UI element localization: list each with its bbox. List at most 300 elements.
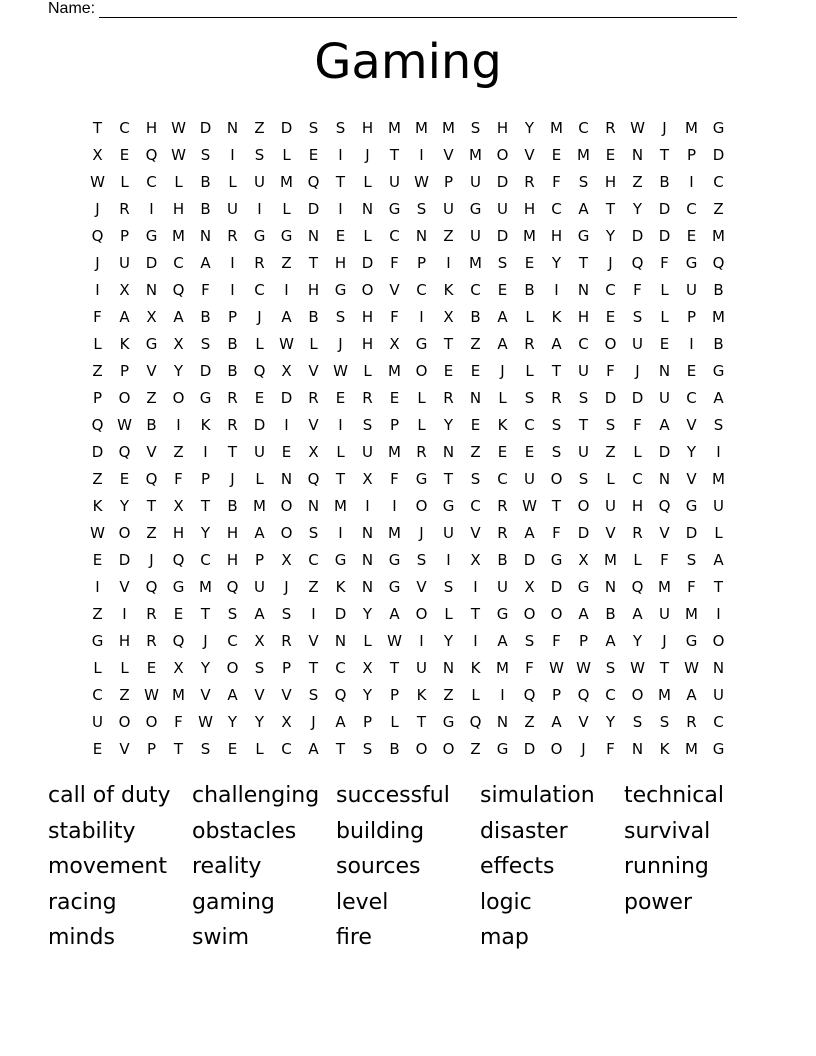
grid-letter[interactable]: S: [470, 118, 481, 137]
grid-letter[interactable]: R: [686, 712, 697, 731]
grid-letter[interactable]: M: [334, 496, 347, 515]
grid-letter[interactable]: N: [361, 523, 374, 542]
grid-letter[interactable]: L: [660, 280, 669, 299]
grid-letter[interactable]: E: [308, 145, 319, 164]
grid-letter[interactable]: A: [497, 631, 508, 650]
grid-letter[interactable]: J: [95, 199, 100, 218]
grid-letter[interactable]: L: [282, 145, 291, 164]
grid-letter[interactable]: N: [280, 469, 293, 488]
grid-letter[interactable]: K: [470, 658, 481, 677]
grid-letter[interactable]: X: [470, 550, 481, 569]
grid-letter[interactable]: I: [716, 604, 721, 623]
grid-letter[interactable]: R: [281, 631, 292, 650]
grid-letter[interactable]: X: [173, 334, 184, 353]
grid-letter[interactable]: K: [551, 307, 562, 326]
grid-letter[interactable]: E: [470, 361, 481, 380]
grid-letter[interactable]: A: [524, 523, 535, 542]
grid-letter[interactable]: D: [658, 442, 671, 461]
grid-letter[interactable]: G: [712, 361, 725, 380]
grid-letter[interactable]: C: [605, 280, 616, 299]
grid-letter[interactable]: O: [523, 604, 536, 623]
grid-letter[interactable]: D: [91, 442, 104, 461]
grid-letter[interactable]: R: [605, 118, 616, 137]
grid-letter[interactable]: U: [605, 496, 616, 515]
grid-letter[interactable]: P: [227, 307, 238, 326]
grid-letter[interactable]: M: [523, 226, 536, 245]
grid-letter[interactable]: Z: [470, 739, 481, 758]
grid-letter[interactable]: U: [659, 604, 670, 623]
grid-letter[interactable]: V: [200, 685, 211, 704]
grid-letter[interactable]: M: [685, 604, 698, 623]
grid-letter[interactable]: O: [118, 523, 131, 542]
grid-letter[interactable]: I: [338, 145, 343, 164]
grid-letter[interactable]: J: [284, 577, 289, 596]
grid-letter[interactable]: V: [389, 280, 400, 299]
grid-letter[interactable]: S: [362, 739, 373, 758]
grid-letter[interactable]: Z: [173, 442, 184, 461]
grid-letter[interactable]: A: [551, 712, 562, 731]
grid-letter[interactable]: E: [146, 658, 157, 677]
grid-letter[interactable]: C: [308, 550, 319, 569]
grid-letter[interactable]: M: [415, 118, 428, 137]
grid-letter[interactable]: B: [389, 739, 400, 758]
grid-letter[interactable]: L: [525, 307, 534, 326]
grid-letter[interactable]: J: [662, 118, 667, 137]
grid-letter[interactable]: G: [712, 118, 725, 137]
grid-letter[interactable]: U: [524, 469, 535, 488]
grid-letter[interactable]: R: [524, 172, 535, 191]
grid-letter[interactable]: H: [226, 523, 239, 542]
grid-letter[interactable]: W: [279, 334, 294, 353]
grid-letter[interactable]: C: [92, 685, 103, 704]
grid-letter[interactable]: T: [659, 658, 670, 677]
grid-letter[interactable]: J: [635, 361, 640, 380]
grid-letter[interactable]: A: [335, 712, 346, 731]
grid-letter[interactable]: W: [90, 523, 105, 542]
grid-letter[interactable]: D: [523, 550, 536, 569]
grid-letter[interactable]: P: [200, 469, 211, 488]
grid-letter[interactable]: N: [361, 199, 374, 218]
grid-letter[interactable]: Q: [226, 577, 239, 596]
grid-letter[interactable]: I: [473, 577, 478, 596]
grid-letter[interactable]: Q: [172, 550, 185, 569]
grid-letter[interactable]: X: [281, 712, 292, 731]
grid-letter[interactable]: C: [200, 550, 211, 569]
grid-letter[interactable]: G: [712, 739, 725, 758]
grid-letter[interactable]: T: [551, 361, 562, 380]
grid-letter[interactable]: A: [497, 307, 508, 326]
grid-letter[interactable]: V: [146, 442, 157, 461]
grid-letter[interactable]: E: [470, 415, 481, 434]
grid-letter[interactable]: Q: [253, 361, 266, 380]
grid-letter[interactable]: O: [415, 496, 428, 515]
grid-letter[interactable]: P: [551, 685, 562, 704]
grid-letter[interactable]: L: [363, 361, 372, 380]
grid-letter[interactable]: A: [389, 604, 400, 623]
grid-letter[interactable]: U: [227, 199, 238, 218]
grid-letter[interactable]: D: [631, 226, 644, 245]
grid-letter[interactable]: C: [146, 172, 157, 191]
grid-letter[interactable]: O: [118, 388, 131, 407]
grid-letter[interactable]: F: [552, 523, 561, 542]
grid-letter[interactable]: W: [171, 118, 186, 137]
grid-letter[interactable]: V: [524, 145, 535, 164]
grid-letter[interactable]: V: [578, 712, 589, 731]
grid-letter[interactable]: T: [389, 658, 400, 677]
grid-letter[interactable]: Q: [172, 631, 185, 650]
grid-letter[interactable]: W: [684, 658, 699, 677]
grid-letter[interactable]: U: [578, 442, 589, 461]
grid-letter[interactable]: M: [172, 685, 185, 704]
grid-letter[interactable]: G: [145, 226, 158, 245]
grid-letter[interactable]: B: [200, 172, 211, 191]
grid-letter[interactable]: P: [416, 253, 427, 272]
grid-letter[interactable]: H: [523, 199, 536, 218]
grid-letter[interactable]: V: [659, 523, 670, 542]
grid-letter[interactable]: L: [255, 469, 264, 488]
grid-letter[interactable]: I: [338, 199, 343, 218]
grid-letter[interactable]: Q: [577, 685, 590, 704]
grid-letter[interactable]: P: [119, 226, 130, 245]
grid-letter[interactable]: U: [686, 280, 697, 299]
grid-letter[interactable]: K: [119, 334, 130, 353]
grid-letter[interactable]: Z: [443, 685, 454, 704]
grid-letter[interactable]: A: [659, 415, 670, 434]
name-underline[interactable]: [99, 3, 737, 18]
grid-letter[interactable]: R: [227, 415, 238, 434]
grid-letter[interactable]: N: [199, 226, 212, 245]
grid-letter[interactable]: P: [389, 685, 400, 704]
grid-letter[interactable]: R: [227, 226, 238, 245]
grid-letter[interactable]: W: [198, 712, 213, 731]
grid-letter[interactable]: O: [631, 685, 644, 704]
grid-letter[interactable]: W: [90, 172, 105, 191]
grid-letter[interactable]: Q: [469, 712, 482, 731]
grid-letter[interactable]: T: [308, 253, 319, 272]
grid-letter[interactable]: Z: [308, 577, 319, 596]
grid-letter[interactable]: M: [469, 253, 482, 272]
grid-letter[interactable]: Q: [523, 685, 536, 704]
grid-letter[interactable]: S: [416, 199, 427, 218]
grid-letter[interactable]: A: [713, 550, 724, 569]
grid-letter[interactable]: M: [577, 145, 590, 164]
grid-letter[interactable]: M: [496, 658, 509, 677]
grid-letter[interactable]: C: [497, 469, 508, 488]
grid-letter[interactable]: S: [497, 253, 508, 272]
grid-letter[interactable]: S: [605, 658, 616, 677]
grid-letter[interactable]: N: [604, 577, 617, 596]
grid-letter[interactable]: A: [281, 307, 292, 326]
grid-letter[interactable]: O: [577, 496, 590, 515]
grid-letter[interactable]: L: [255, 334, 264, 353]
grid-letter[interactable]: U: [416, 658, 427, 677]
grid-letter[interactable]: N: [361, 577, 374, 596]
grid-letter[interactable]: L: [363, 226, 372, 245]
grid-letter[interactable]: O: [496, 145, 509, 164]
grid-letter[interactable]: Q: [91, 226, 104, 245]
grid-letter[interactable]: Z: [92, 361, 103, 380]
grid-letter[interactable]: R: [146, 604, 157, 623]
grid-letter[interactable]: G: [388, 550, 401, 569]
grid-letter[interactable]: S: [578, 469, 589, 488]
grid-letter[interactable]: L: [228, 172, 237, 191]
grid-letter[interactable]: O: [415, 739, 428, 758]
grid-letter[interactable]: D: [361, 253, 374, 272]
grid-letter[interactable]: S: [335, 307, 346, 326]
grid-letter[interactable]: M: [388, 523, 401, 542]
grid-letter[interactable]: S: [308, 523, 319, 542]
grid-letter[interactable]: T: [551, 496, 562, 515]
grid-letter[interactable]: Q: [712, 253, 725, 272]
grid-letter[interactable]: S: [605, 415, 616, 434]
grid-letter[interactable]: X: [281, 361, 292, 380]
grid-letter[interactable]: V: [605, 523, 616, 542]
grid-letter[interactable]: J: [500, 361, 505, 380]
grid-letter[interactable]: Z: [713, 199, 724, 218]
grid-letter[interactable]: T: [416, 712, 427, 731]
grid-letter[interactable]: F: [174, 469, 183, 488]
grid-letter[interactable]: Z: [146, 523, 157, 542]
grid-letter[interactable]: P: [146, 739, 157, 758]
grid-letter[interactable]: D: [712, 145, 725, 164]
grid-letter[interactable]: P: [92, 388, 103, 407]
grid-letter[interactable]: R: [551, 388, 562, 407]
grid-letter[interactable]: V: [146, 361, 157, 380]
grid-letter[interactable]: Q: [307, 469, 320, 488]
grid-letter[interactable]: J: [149, 550, 154, 569]
grid-letter[interactable]: M: [604, 550, 617, 569]
grid-letter[interactable]: A: [308, 739, 319, 758]
grid-letter[interactable]: W: [414, 172, 429, 191]
grid-letter[interactable]: I: [257, 199, 262, 218]
grid-letter[interactable]: N: [631, 145, 644, 164]
grid-letter[interactable]: A: [227, 685, 238, 704]
grid-letter[interactable]: L: [174, 172, 183, 191]
grid-letter[interactable]: Y: [551, 253, 562, 272]
grid-letter[interactable]: U: [659, 388, 670, 407]
grid-letter[interactable]: P: [578, 631, 589, 650]
grid-letter[interactable]: H: [118, 631, 131, 650]
grid-letter[interactable]: E: [524, 442, 535, 461]
grid-letter[interactable]: E: [335, 226, 346, 245]
grid-letter[interactable]: Q: [172, 280, 185, 299]
grid-letter[interactable]: Q: [307, 172, 320, 191]
grid-letter[interactable]: G: [550, 550, 563, 569]
grid-letter[interactable]: I: [284, 280, 289, 299]
grid-letter[interactable]: X: [254, 631, 265, 650]
grid-letter[interactable]: D: [523, 739, 536, 758]
grid-letter[interactable]: O: [550, 604, 563, 623]
grid-letter[interactable]: J: [581, 739, 586, 758]
grid-letter[interactable]: V: [470, 523, 481, 542]
grid-letter[interactable]: N: [442, 658, 455, 677]
grid-letter[interactable]: C: [254, 280, 265, 299]
grid-letter[interactable]: J: [230, 469, 235, 488]
grid-letter[interactable]: E: [173, 604, 184, 623]
grid-letter[interactable]: G: [334, 280, 347, 299]
grid-letter[interactable]: U: [443, 199, 454, 218]
grid-letter[interactable]: K: [92, 496, 103, 515]
grid-letter[interactable]: L: [120, 658, 129, 677]
grid-letter[interactable]: N: [226, 118, 239, 137]
grid-letter[interactable]: D: [577, 523, 590, 542]
grid-letter[interactable]: W: [630, 658, 645, 677]
grid-letter[interactable]: S: [632, 307, 643, 326]
grid-letter[interactable]: Y: [119, 496, 130, 515]
grid-letter[interactable]: V: [686, 469, 697, 488]
grid-letter[interactable]: F: [525, 658, 534, 677]
grid-letter[interactable]: B: [605, 604, 616, 623]
name-field[interactable]: [48, 0, 737, 18]
grid-letter[interactable]: S: [713, 415, 724, 434]
grid-letter[interactable]: F: [660, 253, 669, 272]
grid-letter[interactable]: X: [146, 307, 157, 326]
grid-letter[interactable]: S: [443, 577, 454, 596]
grid-letter[interactable]: Z: [524, 712, 535, 731]
grid-letter[interactable]: K: [200, 415, 211, 434]
grid-letter[interactable]: X: [173, 496, 184, 515]
grid-letter[interactable]: L: [633, 442, 642, 461]
grid-letter[interactable]: T: [335, 469, 346, 488]
grid-letter[interactable]: N: [442, 442, 455, 461]
grid-letter[interactable]: Y: [686, 442, 697, 461]
grid-letter[interactable]: L: [714, 523, 723, 542]
grid-letter[interactable]: S: [578, 388, 589, 407]
grid-letter[interactable]: F: [633, 280, 642, 299]
grid-letter[interactable]: L: [309, 334, 318, 353]
grid-letter[interactable]: N: [496, 712, 509, 731]
grid-letter[interactable]: Y: [173, 361, 184, 380]
grid-letter[interactable]: P: [443, 172, 454, 191]
grid-letter[interactable]: Y: [632, 631, 643, 650]
grid-letter[interactable]: G: [496, 739, 509, 758]
grid-letter[interactable]: D: [496, 226, 509, 245]
grid-letter[interactable]: T: [335, 739, 346, 758]
grid-letter[interactable]: T: [173, 739, 184, 758]
grid-letter[interactable]: W: [117, 415, 132, 434]
grid-letter[interactable]: I: [176, 415, 181, 434]
grid-letter[interactable]: M: [199, 577, 212, 596]
grid-letter[interactable]: H: [604, 172, 617, 191]
grid-letter[interactable]: F: [390, 469, 399, 488]
grid-letter[interactable]: L: [93, 658, 102, 677]
grid-letter[interactable]: U: [713, 685, 724, 704]
grid-letter[interactable]: T: [146, 496, 157, 515]
grid-letter[interactable]: V: [308, 631, 319, 650]
grid-letter[interactable]: I: [230, 145, 235, 164]
grid-letter[interactable]: S: [200, 334, 211, 353]
grid-letter[interactable]: D: [334, 604, 347, 623]
grid-letter[interactable]: V: [281, 685, 292, 704]
grid-letter[interactable]: H: [172, 523, 185, 542]
grid-letter[interactable]: B: [308, 307, 319, 326]
grid-letter[interactable]: F: [552, 631, 561, 650]
grid-letter[interactable]: O: [604, 334, 617, 353]
grid-letter[interactable]: H: [145, 118, 158, 137]
grid-letter[interactable]: O: [280, 523, 293, 542]
grid-letter[interactable]: M: [388, 361, 401, 380]
grid-letter[interactable]: S: [281, 604, 292, 623]
grid-letter[interactable]: C: [470, 496, 481, 515]
grid-letter[interactable]: U: [254, 172, 265, 191]
grid-letter[interactable]: I: [122, 604, 127, 623]
grid-letter[interactable]: E: [497, 442, 508, 461]
grid-letter[interactable]: G: [280, 226, 293, 245]
grid-letter[interactable]: B: [227, 361, 238, 380]
grid-letter[interactable]: U: [92, 712, 103, 731]
grid-letter[interactable]: S: [551, 442, 562, 461]
grid-letter[interactable]: G: [469, 199, 482, 218]
grid-letter[interactable]: P: [254, 550, 265, 569]
grid-letter[interactable]: A: [632, 604, 643, 623]
grid-letter[interactable]: I: [392, 496, 397, 515]
grid-letter[interactable]: P: [686, 307, 697, 326]
grid-letter[interactable]: S: [659, 712, 670, 731]
grid-letter[interactable]: W: [522, 496, 537, 515]
grid-letter[interactable]: G: [685, 631, 698, 650]
grid-letter[interactable]: S: [632, 712, 643, 731]
grid-letter[interactable]: Y: [605, 226, 616, 245]
grid-letter[interactable]: J: [338, 334, 343, 353]
grid-letter[interactable]: M: [550, 118, 563, 137]
grid-letter[interactable]: D: [496, 172, 509, 191]
grid-letter[interactable]: Q: [145, 145, 158, 164]
grid-letter[interactable]: V: [308, 361, 319, 380]
grid-letter[interactable]: T: [470, 604, 481, 623]
grid-letter[interactable]: T: [578, 253, 589, 272]
grid-letter[interactable]: Q: [658, 496, 671, 515]
grid-letter[interactable]: X: [362, 469, 373, 488]
grid-letter[interactable]: S: [686, 550, 697, 569]
grid-letter[interactable]: N: [415, 226, 428, 245]
grid-letter[interactable]: A: [200, 253, 211, 272]
grid-letter[interactable]: C: [119, 118, 130, 137]
grid-letter[interactable]: H: [361, 307, 374, 326]
grid-letter[interactable]: S: [551, 415, 562, 434]
grid-letter[interactable]: U: [713, 496, 724, 515]
grid-letter[interactable]: L: [120, 172, 129, 191]
grid-letter[interactable]: Q: [334, 685, 347, 704]
grid-letter[interactable]: Y: [443, 415, 454, 434]
grid-letter[interactable]: X: [119, 280, 130, 299]
grid-letter[interactable]: L: [444, 604, 453, 623]
grid-letter[interactable]: C: [281, 739, 292, 758]
grid-letter[interactable]: D: [199, 361, 212, 380]
grid-letter[interactable]: C: [713, 172, 724, 191]
grid-letter[interactable]: L: [606, 469, 615, 488]
grid-letter[interactable]: Y: [200, 658, 211, 677]
grid-letter[interactable]: E: [605, 307, 616, 326]
grid-letter[interactable]: H: [577, 307, 590, 326]
grid-letter[interactable]: Q: [91, 415, 104, 434]
grid-letter[interactable]: H: [631, 496, 644, 515]
grid-letter[interactable]: X: [92, 145, 103, 164]
grid-letter[interactable]: N: [145, 280, 158, 299]
grid-letter[interactable]: M: [469, 145, 482, 164]
grid-letter[interactable]: D: [145, 253, 158, 272]
grid-letter[interactable]: W: [630, 118, 645, 137]
grid-letter[interactable]: W: [576, 658, 591, 677]
grid-letter[interactable]: A: [713, 388, 724, 407]
grid-letter[interactable]: W: [144, 685, 159, 704]
grid-letter[interactable]: G: [415, 334, 428, 353]
grid-letter[interactable]: O: [415, 604, 428, 623]
grid-letter[interactable]: F: [93, 307, 102, 326]
grid-letter[interactable]: E: [686, 361, 697, 380]
grid-letter[interactable]: O: [712, 631, 725, 650]
grid-letter[interactable]: P: [362, 712, 373, 731]
grid-letter[interactable]: L: [498, 388, 507, 407]
